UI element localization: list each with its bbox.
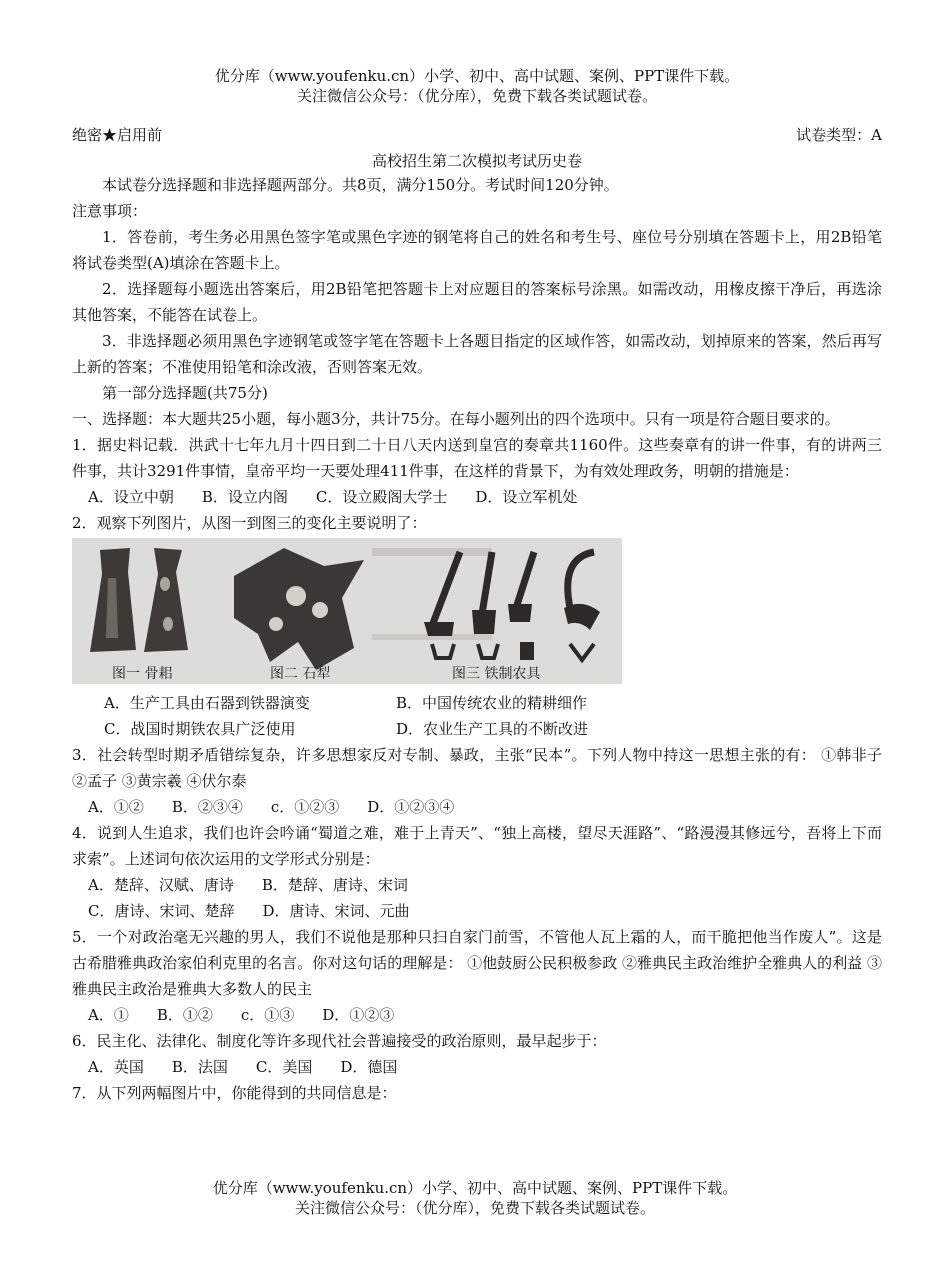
option-b: B．设立内阁 [201,488,288,506]
notes-title: 注意事项： [72,202,148,220]
option-d: D．唐诗、宋词、元曲 [262,902,410,920]
page-title: 高校招生第二次模拟考试历史卷 [371,152,582,170]
option-d: D．①②③ [322,1006,395,1024]
option-a: A．① [88,1006,129,1024]
exam-page [72,66,882,1106]
option-b: B．法国 [171,1058,228,1076]
header-line-1: 优分库（www.youfenku.cn）小学、初中、高中试题、案例、PPT课件下载。 [214,67,740,85]
question-4-options-row-2 [72,898,882,924]
note-item: 2．选择题每小题选出答案后，用2B铅笔把答题卡上对应题目的答案标号涂黑。如需改动，用橡皮擦干净后，再选涂其他答案，不能答在试卷上。 [72,280,882,324]
option-b: B．①② [156,1006,213,1024]
question-6-stem: 6．民主化、法律化、制度化等许多现代社会普遍接受的政治原则，最早起步于： [72,1032,607,1050]
paper-type: 试卷类型：A [796,126,882,144]
question-4-stem: 4．说到人生追求，我们也许会吟诵“蜀道之难，难于上青天”、“独上高楼，望尽天涯路”、“路漫漫其修远兮，吾将上下而求索”。上述词句依次运用的文学形式分别是： [72,824,882,868]
question-3-options [72,794,882,820]
question-5-options [72,1002,882,1028]
site-header [72,66,882,106]
note-item: 3．非选择题必须用黑色字迹钢笔或签字笔在答题卡上各题目指定的区域作答，如需改动，划掉原来的答案，然后再写上新的答案；不准使用铅笔和涂改液，否则答案无效。 [72,332,882,376]
part-title: 第一部分选择题(共75分) [102,384,268,402]
option-d: D．设立军机处 [475,488,578,506]
option-b: B．②③④ [171,798,243,816]
option-d: D．①②③④ [367,798,455,816]
question-1-stem: 1．据史料记载．洪武十七年九月十四日到二十日八天内送到皇宫的奏章共1160件。这些奏章有的讲一件事，有的讲两三件事，共计3291件事情，皇帝平均一天要处理411件事，在这样的背景下，为有效处理政务，明朝的措施是： [72,436,882,480]
header-line-2: 关注微信公众号：（优分库），免费下载各类试题试卷。 [296,87,657,105]
question-4-options-row-1 [72,872,882,898]
question-2-stem: 2．观察下列图片，从图一到图三的变化主要说明了： [72,514,427,532]
paper-meta [72,124,882,146]
figure-caption-3: 图三 铁制农具 [452,666,541,682]
option-b: B．中国传统农业的精耕细作 [396,694,588,712]
option-a: A．设立中朝 [88,488,174,506]
footer-line-1: 优分库（www.youfenku.cn）小学、初中、高中试题、案例、PPT课件下载。 [212,1179,738,1197]
confidential-mark: 绝密★启用前 [72,126,163,144]
question-5-stem: 5．一个对政治毫无兴趣的男人，我们不说他是那种只扫自家门前雪，不管他人瓦上霜的人，而干脆把他当作废人”。这是古希腊雅典政治家伯利克里的名言。你对这句话的理解是： ①他鼓厨公民积极参政 ②雅典民主政治维护全雅典人的利益 ③雅典民主政治是雅典大多数人的民主 [72,928,882,998]
option-d: D．德国 [340,1058,398,1076]
option-c: c．①③ [240,1006,295,1024]
option-a: A．生产工具由石器到铁器演变 [104,694,310,712]
note-item: 1．答卷前，考生务必用黑色签字笔或黑色字迹的钢笔将自己的姓名和考生号、座位号分别填在答题卡上，用2B铅笔将试卷类型(A)填涂在答题卡上。 [72,228,882,272]
question-1-options [72,484,882,510]
option-c: c．①②③ [270,798,340,816]
figure-caption-2: 图二 石犁 [270,666,331,682]
figure-caption-1: 图一 骨耜 [112,666,173,682]
farm-tools-illustration [72,538,622,684]
farm-tools-figure [72,538,622,684]
option-c: C．战国时期铁农具广泛使用 [104,720,296,738]
option-c: C．美国 [255,1058,313,1076]
option-c: C．设立殿阁大学士 [315,488,448,506]
question-3-stem: 3．社会转型时期矛盾错综复杂，许多思想家反对专制、暴政，主张“民本”。下列人物中持这一思想主张的有： ①韩非子 ②孟子 ③黄宗羲 ④伏尔泰 [72,746,882,790]
question-6-options [72,1054,882,1080]
question-2-options [72,690,882,742]
option-c: C．唐诗、宋词、楚辞 [88,902,235,920]
intro-text: 本试卷分选择题和非选择题两部分。共8页，满分150分。考试时间120分钟。 [102,176,619,194]
option-a: A．英国 [88,1058,144,1076]
section-instructions: 一、选择题：本大题共25小题，每小题3分，共计75分。在每小题列出的四个选项中。只有一项是符合题目要求的。 [72,410,840,428]
option-b: B．楚辞、唐诗、宋词 [261,876,408,894]
option-d: D．农业生产工具的不断改进 [396,720,589,738]
option-a: A．楚辞、汉赋、唐诗 [88,876,234,894]
footer-line-2: 关注微信公众号：（优分库），免费下载各类试题试卷。 [294,1199,655,1217]
site-footer [0,1178,950,1218]
option-a: A．①② [88,798,144,816]
question-7-stem: 7．从下列两幅图片中，你能得到的共同信息是： [72,1084,397,1102]
